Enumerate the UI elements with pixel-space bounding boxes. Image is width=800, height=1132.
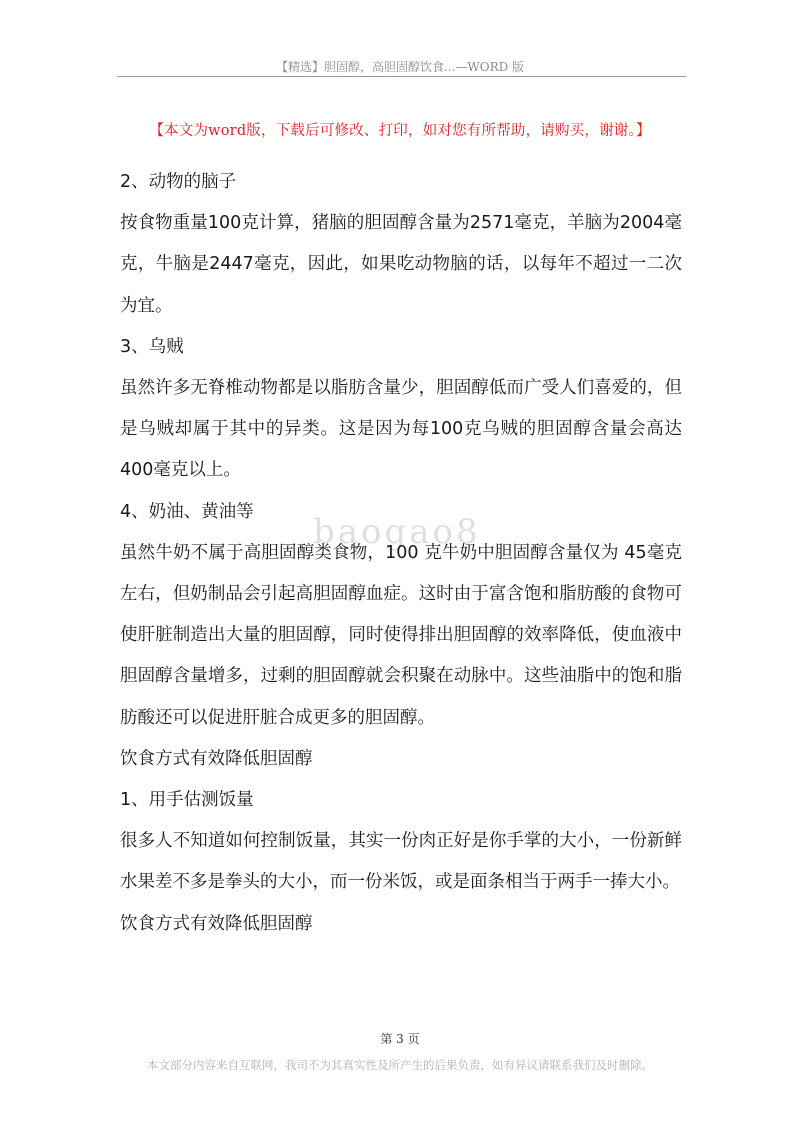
paragraph-cuttlefish: 虽然许多无脊椎动物都是以脂肪含量少，胆固醇低而广受人们喜爱的，但是乌贼却属于其中的异类。这是因为每100克乌贼的胆固醇含量会高达400毫克以上。 bbox=[120, 378, 682, 481]
header-divider bbox=[117, 76, 686, 77]
footer-disclaimer: 本文部分内容来自互联网，我司不为其真实性及所产生的后果负责，如有异议请联系我们及时删除。 bbox=[147, 1058, 653, 1072]
purchase-notice: 【本文为word版，下载后可修改、打印，如对您有所帮助，请购买，谢谢。】 bbox=[149, 123, 651, 139]
watermark: baogao8 bbox=[313, 512, 481, 552]
document-body bbox=[120, 162, 682, 945]
heading-diet-methods: 饮食方式有效降低胆固醇 bbox=[120, 748, 313, 769]
heading-diet-methods-repeat: 饮食方式有效降低胆固醇 bbox=[120, 913, 313, 934]
heading-cream-butter: 4、奶油、黄油等 bbox=[120, 501, 254, 522]
paragraph-animal-brain: 按食物重量100克计算，猪脑的胆固醇含量为2571毫克，羊脑为2004毫克，牛脑是2447毫克，因此，如果吃动物脑的话，以每年不超过一二次为宜。 bbox=[120, 213, 682, 316]
page-header-title: 【精选】胆固醇，高胆固醇饮食...—WORD 版 bbox=[275, 60, 525, 74]
page-number: 第 3 页 bbox=[380, 1032, 420, 1046]
paragraph-cream-butter: 虽然牛奶不属于高胆固醇类食物，100 克牛奶中胆固醇含量仅为 45毫克左右，但奶制品会引起高胆固醇血症。这时由于富含饱和脂肪酸的食物可使肝脏制造出大量的胆固醇，同时使得排出胆固醇的效率降低，使血液中胆固醇含量增多，过剩的胆固醇就会积聚在动脉中。这些油脂中的饱和脂肪酸还可以促进肝脏合成更多的胆固醇。 bbox=[120, 542, 682, 728]
heading-cuttlefish: 3、乌贼 bbox=[120, 336, 184, 357]
paragraph-hand-estimate: 很多人不知道如何控制饭量，其实一份肉正好是你手掌的大小，一份新鲜水果差不多是拳头的大小，而一份米饭，或是面条相当于两手一捧大小。 bbox=[120, 831, 682, 893]
heading-animal-brain: 2、动物的脑子 bbox=[120, 172, 237, 192]
heading-hand-estimate: 1、用手估测饭量 bbox=[120, 790, 254, 811]
